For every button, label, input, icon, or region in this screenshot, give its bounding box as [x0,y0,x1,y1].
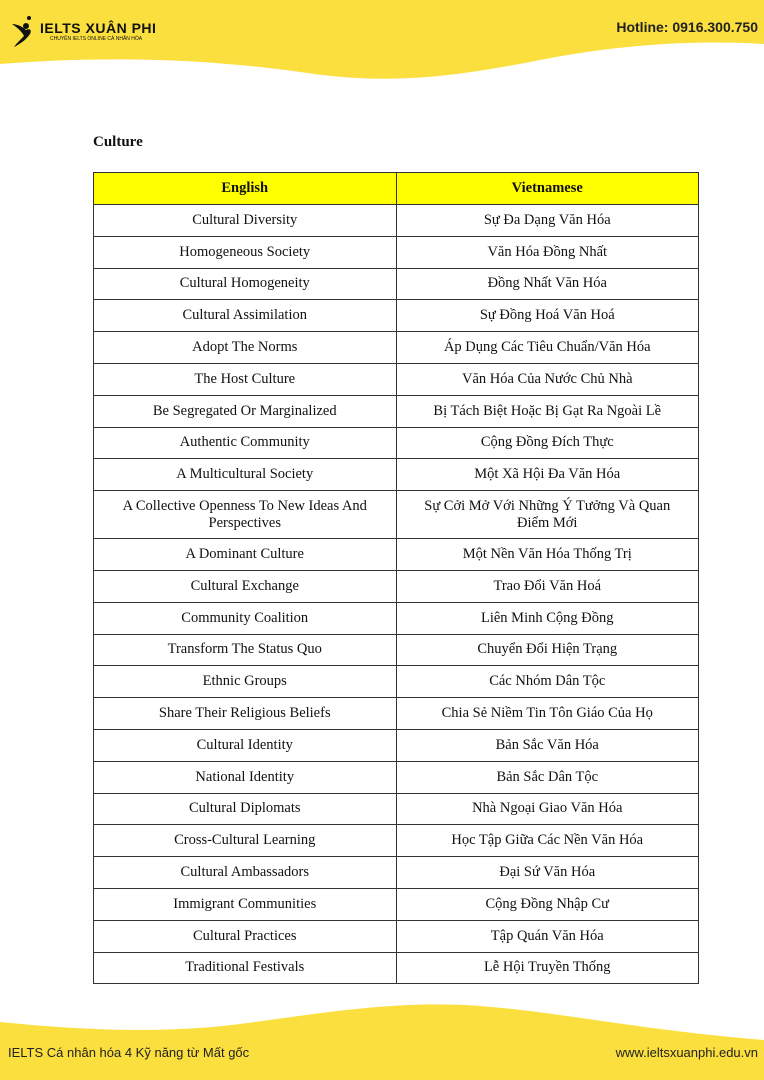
table-row [94,491,699,539]
vietnamese-cell: Các Nhóm Dân Tộc [396,666,699,698]
table-row [94,825,699,857]
vietnamese-cell: Văn Hóa Đồng Nhất [396,236,699,268]
english-cell: Cultural Assimilation [94,300,397,332]
english-cell: A Multicultural Society [94,459,397,491]
table-row [94,300,699,332]
vietnamese-cell: Chuyển Đổi Hiện Trạng [396,634,699,666]
english-cell: Community Coalition [94,602,397,634]
english-cell: Cultural Identity [94,729,397,761]
english-cell: Cultural Exchange [94,570,397,602]
table-row [94,332,699,364]
table-row [94,459,699,491]
english-cell: Immigrant Communities [94,888,397,920]
vietnamese-cell: Liên Minh Cộng Đồng [396,602,699,634]
table-row [94,539,699,571]
english-cell: A Dominant Culture [94,539,397,571]
english-cell: Homogeneous Society [94,236,397,268]
vietnamese-cell: Sự Cởi Mở Với Những Ý Tưởng Và Quan Điểm Mới [396,491,699,539]
table-row [94,634,699,666]
vietnamese-cell: Đồng Nhất Văn Hóa [396,268,699,300]
english-cell: Ethnic Groups [94,666,397,698]
english-cell: Cultural Homogeneity [94,268,397,300]
vietnamese-cell: Bản Sắc Văn Hóa [396,729,699,761]
vietnamese-cell: Chia Sẻ Niềm Tin Tôn Giáo Của Họ [396,698,699,730]
table-row [94,395,699,427]
table-row [94,920,699,952]
english-cell: Cultural Ambassadors [94,857,397,889]
english-cell: Share Their Religious Beliefs [94,698,397,730]
brand-logo [10,14,156,48]
vietnamese-cell: Nhà Ngoại Giao Văn Hóa [396,793,699,825]
logo-mark-icon [10,14,36,48]
column-header-vietnamese: Vietnamese [396,173,699,205]
table-row [94,761,699,793]
english-cell: Authentic Community [94,427,397,459]
vietnamese-cell: Cộng Đồng Đích Thực [396,427,699,459]
table-row [94,205,699,237]
english-cell: Cultural Diplomats [94,793,397,825]
vietnamese-cell: Sự Đa Dạng Văn Hóa [396,205,699,237]
vietnamese-cell: Học Tập Giữa Các Nền Văn Hóa [396,825,699,857]
vietnamese-cell: Bị Tách Biệt Hoặc Bị Gạt Ra Ngoài Lề [396,395,699,427]
table-row [94,268,699,300]
english-cell: A Collective Openness To New Ideas And Perspectives [94,491,397,539]
vietnamese-cell: Bản Sắc Dân Tộc [396,761,699,793]
english-cell: Cultural Diversity [94,205,397,237]
column-header-english: English [94,173,397,205]
vietnamese-cell: Đại Sứ Văn Hóa [396,857,699,889]
english-cell: Cross-Cultural Learning [94,825,397,857]
english-cell: Cultural Practices [94,920,397,952]
english-cell: National Identity [94,761,397,793]
vietnamese-cell: Một Xã Hội Đa Văn Hóa [396,459,699,491]
section-title: Culture [93,134,143,150]
vietnamese-cell: Sự Đồng Hoá Văn Hoá [396,300,699,332]
table-row [94,952,699,984]
footer-banner [0,990,764,1080]
english-cell: The Host Culture [94,363,397,395]
english-cell: Be Segregated Or Marginalized [94,395,397,427]
table-row [94,888,699,920]
hotline: Hotline: 0916.300.750 [616,19,758,35]
vietnamese-cell: Cộng Đồng Nhập Cư [396,888,699,920]
english-cell: Transform The Status Quo [94,634,397,666]
table-row [94,729,699,761]
footer-slogan: IELTS Cá nhân hóa 4 Kỹ năng từ Mất gốc [8,1045,250,1060]
vietnamese-cell: Áp Dụng Các Tiêu Chuẩn/Văn Hóa [396,332,699,364]
vietnamese-cell: Một Nền Văn Hóa Thống Trị [396,539,699,571]
english-cell: Traditional Festivals [94,952,397,984]
table-row [94,666,699,698]
brand-tagline: CHUYÊN IELTS ONLINE CÁ NHÂN HÓA [50,36,143,42]
vocabulary-table [93,172,699,984]
footer-website[interactable]: www.ieltsxuanphi.edu.vn [615,1045,758,1060]
vietnamese-cell: Trao Đổi Văn Hoá [396,570,699,602]
table-row [94,698,699,730]
vietnamese-cell: Lễ Hội Truyền Thống [396,952,699,984]
table-row [94,236,699,268]
vietnamese-cell: Tập Quán Văn Hóa [396,920,699,952]
table-row [94,427,699,459]
table-row [94,857,699,889]
vietnamese-cell: Văn Hóa Của Nước Chủ Nhà [396,363,699,395]
brand-name: IELTS XUÂN PHI [40,20,157,36]
table-row [94,602,699,634]
table-row [94,570,699,602]
table-row [94,793,699,825]
english-cell: Adopt The Norms [94,332,397,364]
table-row [94,363,699,395]
